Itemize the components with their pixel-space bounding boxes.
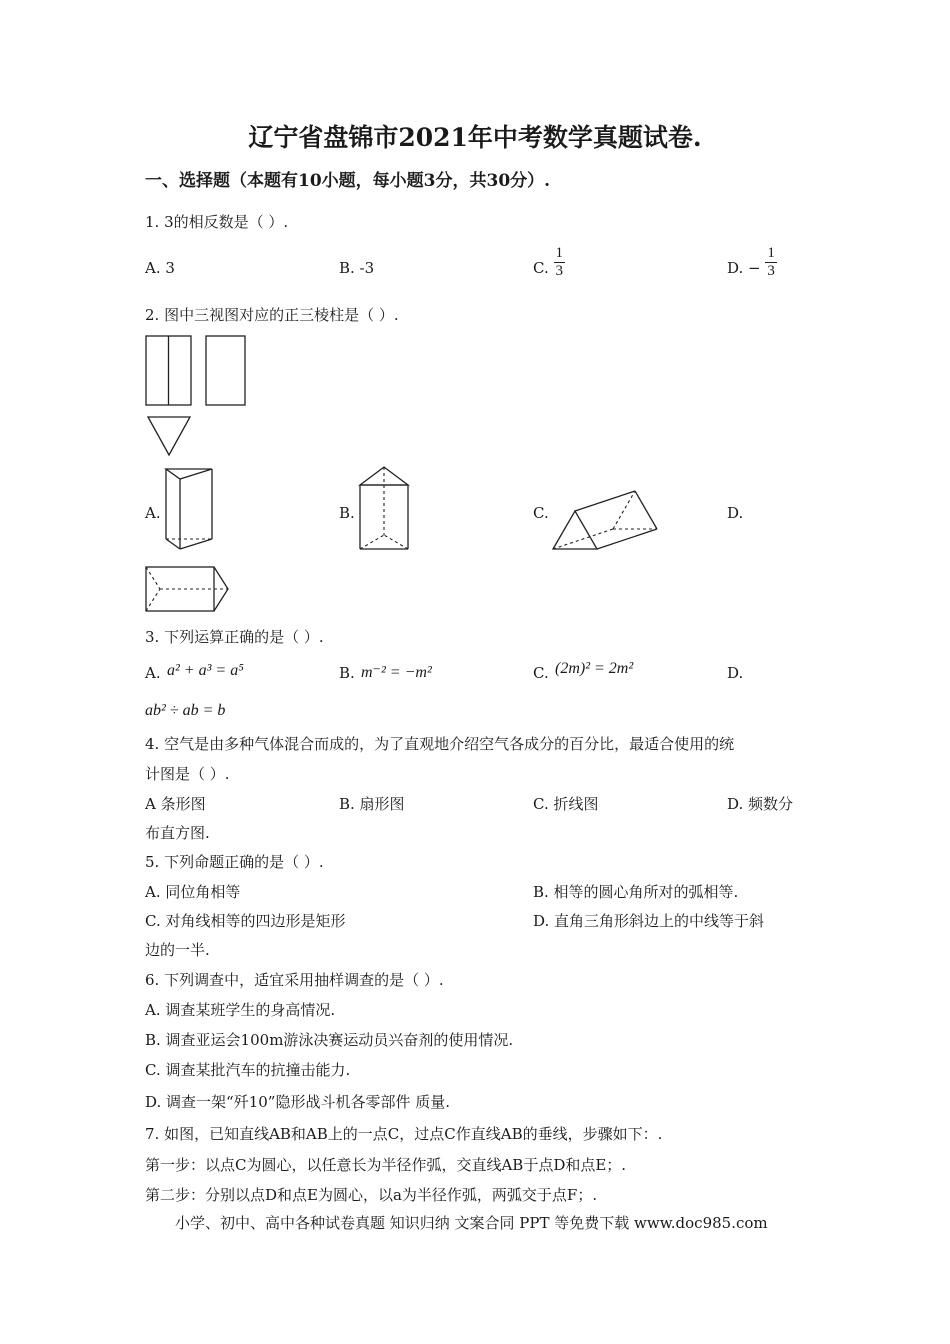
q6-option-c: C. 调查某批汽车的抗撞击能力. xyxy=(145,1061,351,1079)
q1-c-numerator: 1 xyxy=(555,244,563,261)
q3-option-a-label: A. xyxy=(145,664,161,682)
q1-c-denominator: 3 xyxy=(555,262,563,279)
q6-stem: 6. 下列调查中，适宜采用抽样调查的是（ ）. xyxy=(145,971,444,989)
q1-option-d-label: D. xyxy=(727,259,744,277)
page-title: 辽宁省盘锦市2021年中考数学真题试卷. xyxy=(248,123,702,152)
page-footer: 小学、初中、高中各种试卷真题 知识归纳 文案合同 PPT 等免费下载 www.doc985.com xyxy=(175,1214,768,1232)
section-heading-choice: 一、选择题（本题有10小题，每小题3分，共30分）. xyxy=(145,171,551,191)
q3-option-d-label: D. xyxy=(727,664,744,682)
q3-option-c-expr: (2m)² = 2m² xyxy=(555,660,634,677)
q1-option-a: A. 3 xyxy=(145,259,175,277)
prism-b-figure xyxy=(358,465,410,553)
prism-c-figure xyxy=(551,489,663,553)
q6-option-d: D. 调查一架“歼10”隐形战斗机各零部件 质量. xyxy=(145,1093,450,1111)
q3-option-c-label: C. xyxy=(533,664,549,682)
q4-option-d-cont: 布直方图. xyxy=(145,824,210,842)
top-view-triangle xyxy=(148,417,190,455)
q5-stem: 5. 下列命题正确的是（ ）. xyxy=(145,853,324,871)
q2-option-a: A. xyxy=(145,504,161,522)
q5-option-d: D. 直角三角形斜边上的中线等于斜 xyxy=(533,912,765,930)
q1-d-denominator: 3 xyxy=(767,262,775,279)
q5-option-a: A. 同位角相等 xyxy=(145,883,241,901)
q1-stem: 1. 3的相反数是（ ）. xyxy=(145,213,289,231)
q1-option-d-fraction xyxy=(765,245,777,280)
q4-stem-line1: 4. 空气是由多种气体混合而成的，为了直观地介绍空气各成分的百分比，最适合使用的统 xyxy=(145,735,735,753)
q1-option-c-fraction xyxy=(554,245,566,280)
q1-option-b: B. -3 xyxy=(339,259,375,277)
q3-option-d-expr: ab² ÷ ab = b xyxy=(145,702,226,719)
q2-option-b: B. xyxy=(339,504,355,522)
q4-option-a: A 条形图 xyxy=(145,795,206,813)
q4-option-b: B. 扇形图 xyxy=(339,795,405,813)
q1-option-c-label: C. xyxy=(533,259,549,277)
q2-option-c: C. xyxy=(533,504,549,522)
q3-option-b-expr: m⁻² = −m² xyxy=(361,664,432,681)
q1-d-numerator: 1 xyxy=(767,244,775,261)
q6-option-b: B. 调查亚运会100m游泳决赛运动员兴奋剂的使用情况. xyxy=(145,1031,514,1049)
q1-option-c xyxy=(533,244,565,280)
q3-option-b-label: B. xyxy=(339,664,355,682)
prism-d-figure xyxy=(145,564,231,616)
q1-option-d xyxy=(727,244,777,280)
q3-option-a-expr: a² + a³ = a⁵ xyxy=(167,662,244,679)
q4-option-d: D. 频数分 xyxy=(727,795,794,813)
q1-d-sign: − xyxy=(748,259,761,277)
three-view-figure xyxy=(145,335,255,460)
q2-stem: 2. 图中三视图对应的正三棱柱是（ ）. xyxy=(145,306,399,324)
q4-option-c: C. 折线图 xyxy=(533,795,599,813)
q6-option-a: A. 调查某班学生的身高情况. xyxy=(145,1001,336,1019)
q5-option-d-cont: 边的一半. xyxy=(145,941,210,959)
q7-step2: 第二步：分别以点D和点E为圆心，以a为半径作弧，两弧交于点F；. xyxy=(145,1186,598,1204)
prism-a-figure xyxy=(164,467,216,551)
q7-stem: 7. 如图，已知直线AB和AB上的一点C，过点C作直线AB的垂线，步骤如下：. xyxy=(145,1125,663,1143)
q4-stem-line2: 计图是（ ）. xyxy=(145,765,230,783)
q3-stem: 3. 下列运算正确的是（ ）. xyxy=(145,628,324,646)
side-view xyxy=(206,336,245,405)
q2-option-d: D. xyxy=(727,504,744,522)
q5-option-b: B. 相等的圆心角所对的弧相等. xyxy=(533,883,739,901)
q7-step1: 第一步：以点C为圆心，以任意长为半径作弧，交直线AB于点D和点E；. xyxy=(145,1156,627,1174)
q5-option-c: C. 对角线相等的四边形是矩形 xyxy=(145,912,346,930)
